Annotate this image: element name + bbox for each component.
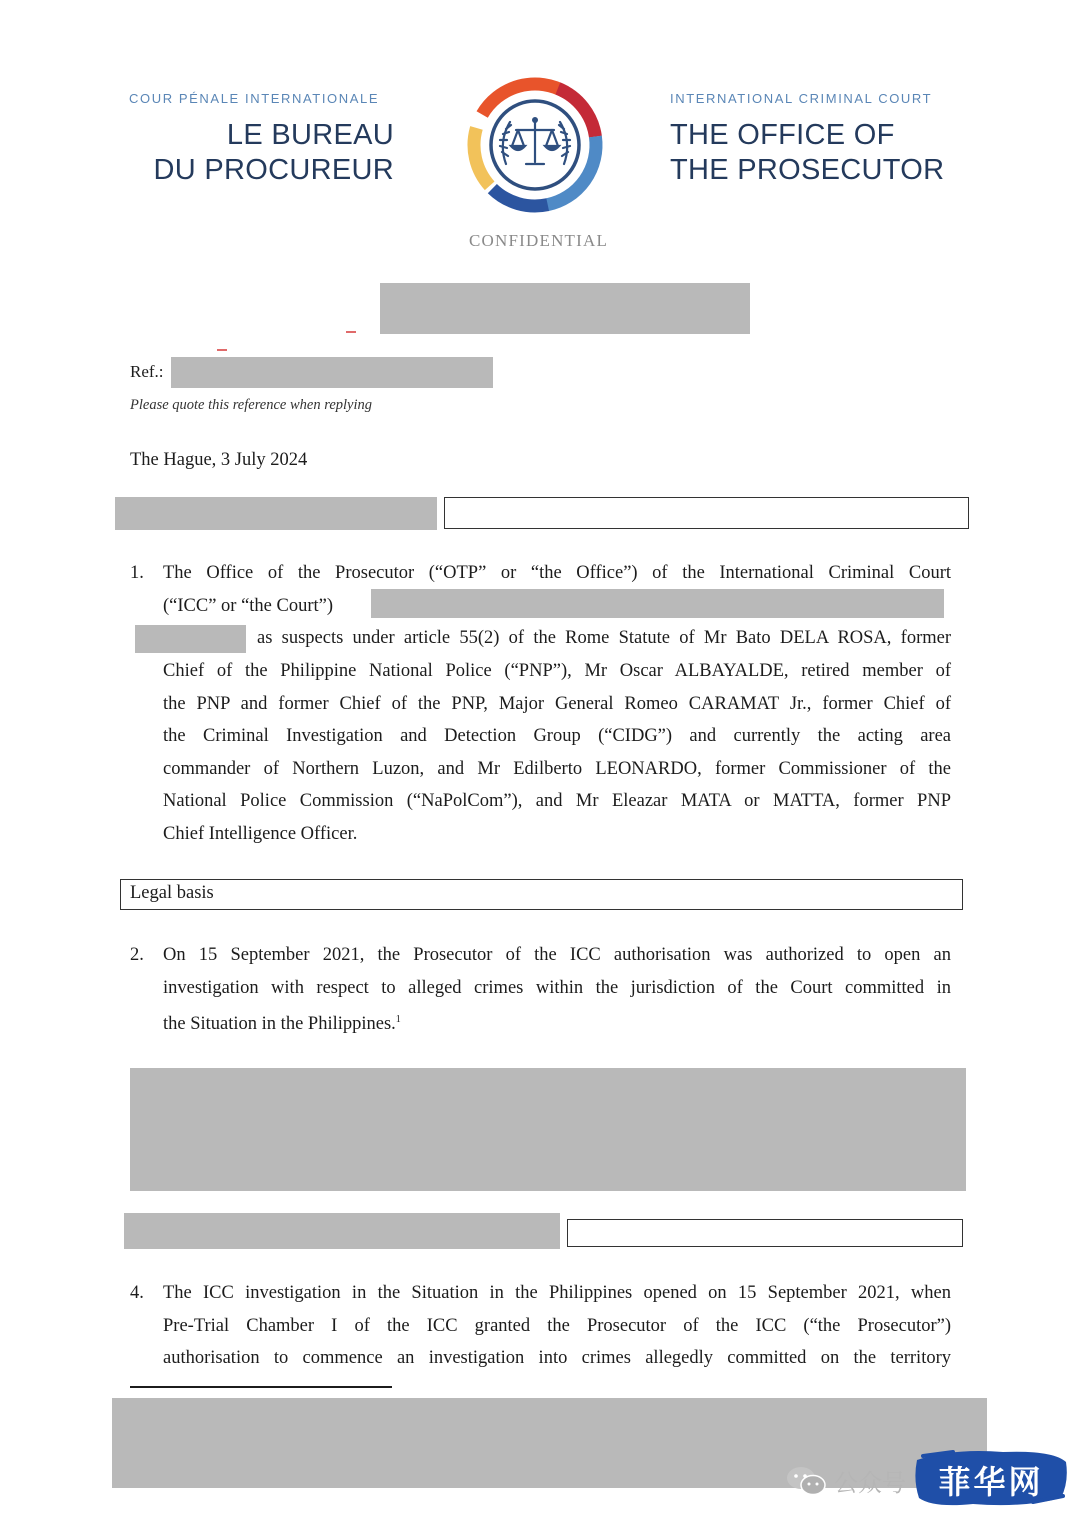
redacted-text bbox=[371, 589, 944, 618]
office-name-fr bbox=[120, 118, 394, 188]
paragraph-1-line: National Police Commission (“NaPolCom”), and Mr Eleazar MATA or MATTA, former PNP bbox=[163, 791, 951, 812]
court-name-en: INTERNATIONAL CRIMINAL COURT bbox=[670, 91, 933, 106]
paragraph-2-line-text: the Situation in the Philippines. bbox=[163, 1014, 396, 1035]
footnote-marker: 1 bbox=[395, 1014, 401, 1026]
confidential-label: CONFIDENTIAL bbox=[469, 231, 609, 250]
court-name-fr: COUR PÉNALE INTERNATIONALE bbox=[129, 91, 380, 106]
legal-basis-box bbox=[120, 879, 963, 910]
heading-box bbox=[567, 1219, 963, 1247]
paragraph-1-line: commander of Northern Luzon, and Mr Edilberto LEONARDO, former Commissioner of the bbox=[163, 758, 951, 779]
ref-label: Ref.: bbox=[130, 362, 164, 381]
redacted-text bbox=[135, 625, 246, 653]
paragraph-2-line bbox=[163, 1004, 951, 1041]
legal-basis-heading: Legal basis bbox=[130, 883, 214, 903]
paragraph-number: 2. bbox=[130, 945, 144, 965]
red-mark bbox=[217, 349, 227, 351]
paragraph-1-rest bbox=[163, 655, 951, 851]
redacted-heading bbox=[115, 497, 437, 530]
office-name-fr-line2: DU PROCUREUR bbox=[153, 154, 394, 186]
paragraph-1-line: Chief of the Philippine National Police (“PNP”), Mr Oscar ALBAYALDE, retired member of bbox=[163, 661, 951, 681]
site-logo bbox=[913, 1446, 1069, 1510]
paragraph-1-line: the PNP and former Chief of the PNP, Major General Romeo CARAMAT Jr., former Chief of bbox=[163, 693, 951, 714]
redacted-block bbox=[380, 283, 750, 334]
site-name: 菲华网 bbox=[938, 1464, 1044, 1500]
paragraph-2 bbox=[163, 939, 951, 1041]
office-name-en-line1: THE OFFICE OF bbox=[670, 119, 895, 151]
redacted-paragraph bbox=[130, 1068, 966, 1191]
wechat-icon bbox=[786, 1465, 826, 1497]
heading-box bbox=[444, 497, 969, 529]
paragraph-1-line: as suspects under article 55(2) of the Rome Statute of Mr Bato DELA ROSA, former bbox=[257, 628, 951, 648]
paragraph-1-line: (“ICC” or “the Court”) bbox=[163, 595, 334, 616]
office-name-en-line2: THE PROSECUTOR bbox=[670, 154, 945, 186]
icc-logo bbox=[460, 70, 610, 220]
paragraph-4-line: The ICC investigation in the Situation in the Philippines opened on 15 September 2021, when bbox=[163, 1283, 951, 1303]
ref-note: Please quote this reference when replying bbox=[130, 397, 372, 413]
date-line: The Hague, 3 July 2024 bbox=[130, 450, 308, 470]
paragraph-2-line: On 15 September 2021, the Prosecutor of the ICC authorisation was authorized to open an bbox=[163, 945, 951, 965]
paragraph-2-line: investigation with respect to alleged crimes within the jurisdiction of the Court committed in bbox=[163, 977, 951, 998]
paragraph-1-line: the Criminal Investigation and Detection Group (“CIDG”) and currently the acting area bbox=[163, 726, 951, 747]
paragraph-4-line: authorisation to commence an investigation into crimes allegedly committed on the territory bbox=[163, 1348, 951, 1369]
redacted-heading bbox=[124, 1213, 560, 1249]
wechat-account-text: 公众号 bbox=[834, 1470, 906, 1497]
footnote-separator bbox=[130, 1386, 392, 1388]
office-name-fr-line1: LE BUREAU bbox=[226, 119, 394, 151]
paragraph-4-line: Pre-Trial Chamber I of the ICC granted the Prosecutor of the ICC (“the Prosecutor”) bbox=[163, 1315, 951, 1336]
paragraph-4 bbox=[163, 1277, 951, 1375]
red-mark bbox=[346, 331, 356, 333]
paragraph-1-line: Chief Intelligence Officer. bbox=[163, 823, 358, 844]
office-name-en bbox=[670, 118, 944, 188]
redacted-ref-number bbox=[171, 357, 493, 388]
icc-scales-emblem-icon bbox=[460, 70, 610, 220]
paragraph-number: 1. bbox=[130, 563, 144, 583]
paragraph-1-line: The Office of the Prosecutor (“OTP” or “the Office”) of the International Criminal Court bbox=[163, 563, 951, 583]
wechat-watermark bbox=[786, 1463, 906, 1498]
paragraph-1-cont bbox=[257, 622, 951, 655]
paragraph-number: 4. bbox=[130, 1283, 144, 1303]
